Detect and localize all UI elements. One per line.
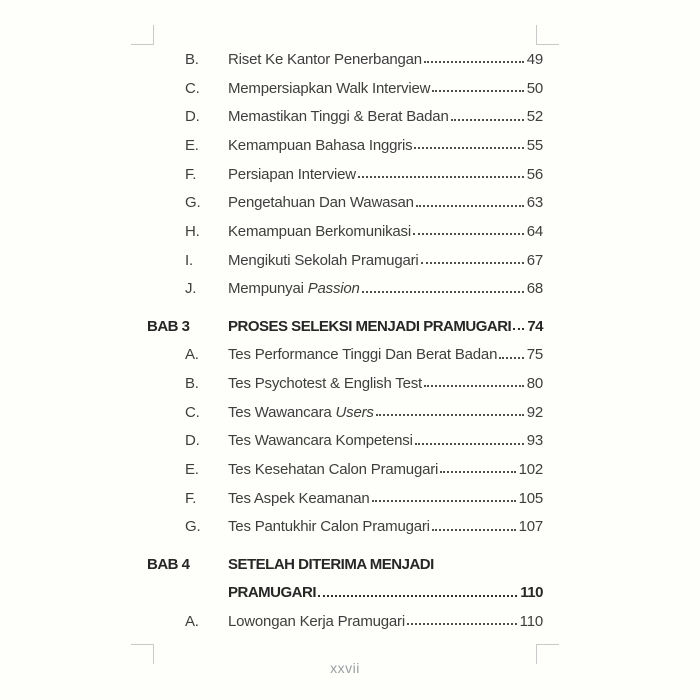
- crop-mark-top-left-icon: [131, 25, 154, 45]
- leader-dots: [415, 443, 524, 445]
- entry-page-number: 68: [526, 280, 543, 298]
- entry-page-number: 80: [526, 374, 543, 392]
- toc-entry: [147, 455, 543, 484]
- toc-entry: [147, 312, 543, 341]
- entry-label: I.: [185, 251, 193, 269]
- entry-page-number: 74: [527, 317, 543, 335]
- entry-label: BAB 4: [147, 555, 190, 573]
- entry-label: H.: [185, 222, 200, 240]
- entry-title: Tes Wawancara Users: [228, 403, 374, 421]
- leader-dots: [499, 357, 523, 359]
- entry-title: Persiapan Interview: [228, 165, 356, 183]
- page-number: xxvii: [330, 660, 360, 676]
- entry-page-number: 50: [526, 79, 543, 97]
- entry-label: BAB 3: [147, 317, 190, 335]
- toc-entry: [147, 217, 543, 246]
- toc-entry: [147, 102, 543, 131]
- crop-mark-top-right-icon: [536, 25, 559, 45]
- leader-dots: [513, 328, 524, 330]
- leader-dots: [372, 500, 516, 502]
- toc-entry: [147, 550, 543, 579]
- entry-title: PRAMUGARI: [228, 584, 316, 602]
- entry-title: Tes Kesehatan Calon Pramugari: [228, 460, 439, 478]
- entry-page-number: 49: [526, 50, 543, 68]
- entry-page-number: 63: [526, 194, 543, 212]
- toc-entry: [147, 340, 543, 369]
- entry-title: Kemampuan Berkomunikasi: [228, 222, 411, 240]
- entry-title: Pengetahuan Dan Wawasan: [228, 194, 414, 212]
- leader-dots: [421, 262, 524, 264]
- entry-title: Tes Psychotest & English Test: [228, 374, 423, 392]
- entry-title: PROSES SELEKSI MENJADI PRAMUGARI: [228, 317, 512, 335]
- entry-title: Memastikan Tinggi & Berat Badan: [228, 108, 449, 126]
- entry-page-number: 105: [518, 489, 543, 507]
- leader-dots: [318, 595, 517, 597]
- entry-label: F.: [185, 165, 197, 183]
- leader-dots: [432, 90, 523, 92]
- toc-entry: [147, 275, 543, 304]
- entry-page-number: 52: [526, 108, 543, 126]
- entry-page-number: 55: [526, 136, 543, 154]
- leader-dots: [407, 623, 517, 625]
- entry-title: Kemampuan Bahasa Inggris: [228, 136, 413, 154]
- leader-dots: [451, 119, 524, 121]
- entry-label: A.: [185, 612, 199, 630]
- entry-label: E.: [185, 460, 199, 478]
- toc-list: [147, 45, 543, 636]
- toc-entry: [147, 607, 543, 636]
- entry-label: C.: [185, 79, 200, 97]
- leader-dots: [358, 176, 524, 178]
- entry-page-number: 92: [526, 403, 543, 421]
- toc-entry: [147, 398, 543, 427]
- entry-label: G.: [185, 194, 201, 212]
- entry-label: E.: [185, 136, 199, 154]
- leader-dots: [362, 291, 524, 293]
- entry-label: J.: [185, 280, 197, 298]
- leader-dots: [416, 205, 524, 207]
- toc-entry: [147, 246, 543, 275]
- leader-dots: [376, 414, 524, 416]
- entry-title: Tes Performance Tinggi Dan Berat Badan: [228, 346, 498, 364]
- entry-title: Mempunyai Passion: [228, 280, 360, 298]
- leader-dots: [440, 471, 515, 473]
- entry-title: Lowongan Kerja Pramugari: [228, 612, 405, 630]
- toc-entry: [147, 74, 543, 103]
- leader-dots: [432, 529, 516, 531]
- entry-page-number: 110: [519, 612, 543, 630]
- entry-page-number: 110: [520, 584, 543, 602]
- entry-label: A.: [185, 346, 199, 364]
- leader-dots: [414, 147, 523, 149]
- entry-page-number: 67: [526, 251, 543, 269]
- entry-label: B.: [185, 50, 199, 68]
- entry-title: Tes Wawancara Kompetensi: [228, 432, 413, 450]
- toc-entry: [147, 578, 543, 607]
- entry-label: G.: [185, 518, 201, 536]
- entry-page-number: 56: [526, 165, 543, 183]
- entry-page-number: 64: [526, 222, 543, 240]
- toc-entry: [147, 131, 543, 160]
- toc-entry: [147, 45, 543, 74]
- entry-title: SETELAH DITERIMA MENJADI: [228, 555, 434, 573]
- entry-title: Tes Pantukhir Calon Pramugari: [228, 518, 430, 536]
- entry-title: Riset Ke Kantor Penerbangan: [228, 50, 422, 68]
- entry-page-number: 93: [526, 432, 543, 450]
- entry-page-number: 75: [526, 346, 543, 364]
- entry-label: F.: [185, 489, 197, 507]
- toc-entry: [147, 426, 543, 455]
- toc-entry: [147, 188, 543, 217]
- entry-label: B.: [185, 374, 199, 392]
- entry-label: C.: [185, 403, 200, 421]
- entry-page-number: 102: [518, 460, 543, 478]
- entry-title: Mempersiapkan Walk Interview: [228, 79, 431, 97]
- toc-entry: [147, 513, 543, 542]
- toc-entry: [147, 369, 543, 398]
- entry-page-number: 107: [518, 518, 543, 536]
- leader-dots: [424, 61, 524, 63]
- toc-entry: [147, 160, 543, 189]
- entry-title: Tes Aspek Keamanan: [228, 489, 370, 507]
- leader-dots: [413, 233, 524, 235]
- toc-entry: [147, 484, 543, 513]
- entry-label: D.: [185, 108, 200, 126]
- entry-title: Mengikuti Sekolah Pramugari: [228, 251, 419, 269]
- leader-dots: [424, 385, 524, 387]
- entry-label: D.: [185, 432, 200, 450]
